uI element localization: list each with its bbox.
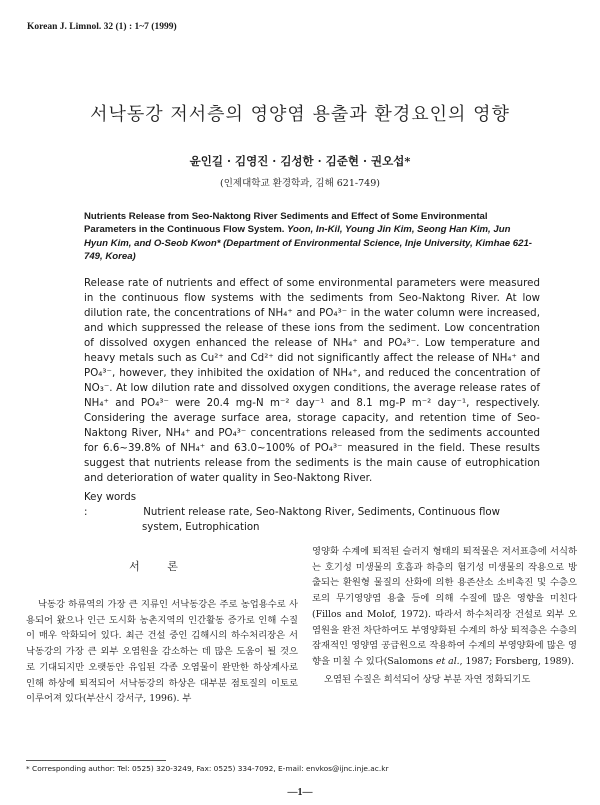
abstract bbox=[84, 276, 540, 486]
page-number: —1— bbox=[287, 787, 313, 798]
keywords-line1: Nutrient release rate, Seo-Naktong River, Sediments, Continuous flow bbox=[143, 507, 500, 518]
english-title: Nutrients Release from Seo-Naktong River Sediments and Effect of Some Environmental Parameters in the Continuous Flow System. bbox=[84, 211, 488, 236]
intro-paragraph-2 bbox=[312, 544, 577, 670]
paper-title: 서낙동강 저서층의 영양염 용출과 환경요인의 영향 bbox=[90, 104, 510, 125]
affiliation: (인제대학교 환경학과, 김해 621-749) bbox=[220, 178, 380, 189]
section-heading-introduction: 서 론 bbox=[129, 560, 190, 573]
intro-paragraph-3: 오염된 수질은 희석되어 상당 부분 자연 정화되기도 bbox=[324, 673, 531, 685]
intro-paragraph-1: 낙동강 하류역의 가장 큰 지류인 서낙동강은 주로 농업용수로 사용되어 왔으나 인근 도시화 농촌지역의 인간활동 증가로 인해 수질이 매우 악화되어 있다. 최근 건설 중인 김해시의 하수처리장은 서낙동강의 가장 큰 외부 오염원을 감소하는 데 많은 도움이 될 것으로 기대되지만 오랫동안 유입된 각종 오염물이 완만한 하상계사로 인해 하상에 퇴적되어 서낙동강의 하상은 대부분 점토질의 이토로 이루어져 있다(부산시 강서구, 1996). 부 bbox=[26, 599, 298, 705]
intro-paragraph-2-tail: , 1987; Forsberg, 1989). bbox=[459, 655, 575, 667]
body-column-right bbox=[312, 544, 577, 687]
intro-paragraph-2-text: 영양화 수계에 퇴적된 슬러지 형태의 퇴적물은 저서표층에 서식하는 호기성 미생물의 호흡과 하층의 혐기성 미생물의 작용으로 방출되는 환원형 물질의 산화에 의한 용존산소 소비촉진 및 수층으로의 무기영양염 용출 등에 의해 수질에 많은 영향을 미친다(Fillos and Molof, 1972). 따라서 하수처리장 건설로 외부 오염원을 완전 차단하여도 부영양화된 수계의 하상 퇴적층은 수층의 잠재적인 영양염 공급원으로 작용하여 수계의 부영양화에 많은 영향을 미칠 수 있다(Salomons bbox=[312, 546, 577, 667]
footnote-corresponding-author: * Corresponding author: Tel: 0525) 320-3249, Fax: 0525) 334-7092, E-mail: envkos@ijnc.inje.ac.kr bbox=[26, 764, 389, 773]
author-list: 윤인길 · 김영진 · 김성한 · 김준현 · 권오섭* bbox=[189, 154, 411, 168]
english-byline: Yoon, In-Kil, Young Jin Kim, Seong Han Kim, Jun Hyun Kim, and O-Seob Kwon* (Department of Environmental Science, Inje University, Kimhae 621-749, Korea) bbox=[84, 224, 532, 262]
footnote-divider bbox=[26, 760, 166, 761]
english-title-block bbox=[84, 210, 536, 263]
citation-etal: et al. bbox=[435, 655, 460, 667]
keywords-line2: system, Eutrophication bbox=[142, 522, 260, 533]
journal-citation: Korean J. Limnol. 32 (1) : 1~7 (1999) bbox=[27, 22, 177, 32]
abstract-text: Release rate of nutrients and effect of some environmental parameters were measured in the continuous flow systems with the sediments from Seo-Naktong River. At low dilution rate, the concentrations of NH₄⁺ and PO₄³⁻ in the water column were increased, and which suppressed the release of these ions from the sediment. Low concentration of dissolved oxygen enhanced the release of NH₄⁺ and PO₄³⁻. Low temperature and heavy metals such as Cu²⁺ and Cd²⁺ did not significantly affect the release of NH₄⁺ and PO₄³⁻, however, they inhibited the oxidation of NH₄⁺, and reduced the concentration of NO₃⁻. At low dilution rate and dissolved oxygen conditions, the average release rates of NH₄⁺ and PO₄³⁻ were 20.4 mg-N m⁻² day⁻¹ and 8.1 mg-P m⁻² day⁻¹, respectively. Considering the average surface area, storage capacity, and retention time of Seo-Naktong River, NH₄⁺ and PO₄³⁻ concentrations released from the sediments accounted for 6.6~39.8% of NH₄⁺ and 63.0~100% of PO₄³⁻ measured in the field. These results suggest that nutrients release from the sediments is the main cause of eutrophication and deterioration of water quality in Seo-Naktong River. bbox=[84, 278, 540, 484]
body-column-left bbox=[26, 597, 298, 707]
keywords-label: Key words : bbox=[84, 492, 137, 518]
keywords bbox=[84, 490, 540, 535]
